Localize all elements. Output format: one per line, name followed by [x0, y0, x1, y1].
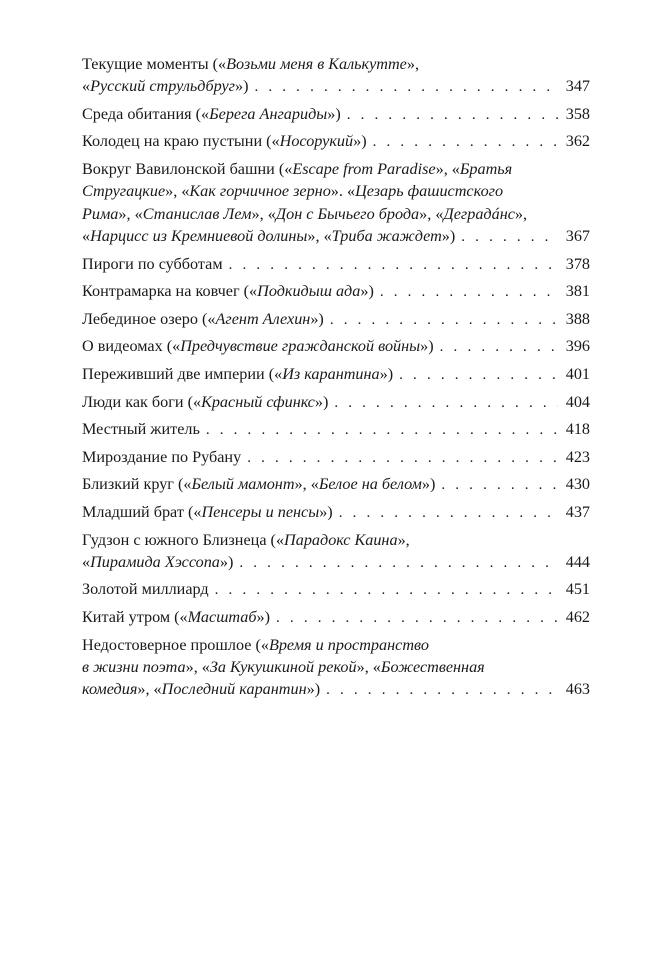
toc-entry[interactable] — [82, 501, 590, 524]
toc-text-segment: Контрамарка на ковчег (« — [82, 282, 258, 301]
toc-text-segment: », « — [185, 657, 210, 676]
toc-entry-text — [82, 335, 434, 357]
toc-entry-line — [82, 280, 590, 303]
toc-work-title: Русский струльдбруг — [90, 77, 235, 96]
toc-entry-line — [82, 363, 590, 386]
toc-page-number: 401 — [565, 364, 590, 383]
dot-leader — [276, 607, 558, 629]
toc-text-segment: ») — [353, 132, 367, 151]
toc-text-segment: ») — [314, 392, 329, 411]
toc-entry-line — [82, 308, 590, 331]
toc-entry-text — [82, 130, 367, 152]
toc-work-title: Подкидыш ада — [257, 282, 361, 301]
toc-entry-line — [82, 656, 590, 678]
toc-text-segment: ») — [327, 104, 341, 123]
toc-entry-text — [82, 551, 233, 573]
toc-page-number: 362 — [565, 132, 590, 151]
toc-entry-text — [82, 253, 223, 275]
toc-entry-line — [82, 225, 590, 248]
toc-entry-text — [82, 308, 324, 330]
toc-work-title: Стругацкие — [82, 182, 166, 201]
toc-work-title: Деградáнс — [443, 204, 515, 223]
dot-leader — [347, 104, 558, 126]
toc-text-segment: Близкий круг (« — [82, 475, 192, 494]
toc-entry[interactable] — [82, 53, 590, 99]
toc-entry[interactable] — [82, 606, 590, 629]
toc-work-title: Берега Ангариды — [209, 104, 328, 123]
toc-text-segment: Текущие моменты (« — [82, 55, 227, 73]
toc-text-segment: Китай утром (« — [82, 607, 188, 626]
toc-entry-line — [82, 203, 590, 225]
toc-work-title: Носорукий — [279, 132, 354, 151]
toc-text-segment: ») — [379, 364, 394, 383]
toc-entry[interactable] — [82, 253, 590, 276]
dot-leader — [440, 336, 558, 358]
toc-text-segment: », « — [251, 204, 276, 223]
toc-work-title: Как горчичное зерно — [189, 182, 331, 201]
toc-work-title: Божественная — [380, 657, 485, 676]
toc-entry[interactable] — [82, 578, 590, 601]
toc-text-segment: Колодец на краю пустыни (« — [82, 132, 280, 151]
toc-text-segment: Гудзон с южного Близнеца (« — [82, 530, 285, 549]
toc-work-title: Последний карантин — [161, 680, 307, 699]
toc-entry-text — [82, 391, 328, 413]
toc-work-title: Из карантина — [282, 364, 380, 383]
toc-work-title: Братья — [459, 160, 513, 179]
toc-entry-text — [82, 636, 429, 654]
toc-work-title: Escape from Paradise — [292, 160, 436, 179]
toc-text-segment: ») — [360, 282, 374, 301]
toc-text-segment: « — [82, 552, 91, 571]
toc-entry-line — [82, 578, 590, 601]
toc-work-title: Пирамида Хэссопа — [90, 552, 220, 571]
toc-entry[interactable] — [82, 446, 590, 469]
toc-text-segment: ») — [310, 309, 324, 328]
dot-leader — [326, 679, 558, 701]
toc-text-segment: », — [406, 55, 419, 73]
toc-entry[interactable] — [82, 529, 590, 575]
toc-text-segment: Местный житель — [82, 420, 200, 439]
toc-text-segment: Золотой миллиард — [82, 580, 209, 599]
toc-page-number: 430 — [565, 475, 590, 494]
dot-leader — [339, 502, 558, 524]
toc-entry[interactable] — [82, 418, 590, 441]
toc-page-number: 367 — [565, 226, 590, 245]
toc-entry-line — [82, 551, 590, 574]
toc-page-number: 463 — [565, 680, 590, 699]
dot-leader — [399, 364, 558, 386]
toc-page-number: 437 — [565, 502, 590, 521]
toc-entry-line — [82, 53, 590, 75]
toc-text-segment: Лебединое озеро (« — [82, 309, 216, 328]
toc-text-segment: « — [82, 77, 91, 96]
dot-leader — [334, 392, 557, 414]
toc-entry-line — [82, 75, 590, 98]
toc-entry-text — [82, 606, 270, 628]
toc-text-segment: Пироги по субботам — [82, 254, 223, 273]
dot-leader — [229, 254, 558, 276]
toc-page-number: 347 — [565, 77, 590, 96]
toc-page-number: 462 — [565, 607, 590, 626]
toc-text-segment: ») — [306, 680, 321, 699]
toc-text-segment: Среда обитания (« — [82, 104, 210, 123]
dot-leader — [441, 474, 557, 496]
toc-text-segment: ». « — [330, 182, 356, 201]
toc-page-number: 444 — [565, 552, 590, 571]
toc-text-segment: », « — [356, 657, 381, 676]
toc-work-title: Дон с Бычьего брода — [275, 204, 420, 223]
toc-entry-line — [82, 418, 590, 441]
toc-text-segment: », — [514, 204, 528, 223]
dot-leader — [206, 419, 558, 441]
toc-entry-text — [82, 446, 241, 468]
toc-entry-line — [82, 473, 590, 496]
toc-text-segment: Переживший две империи (« — [82, 364, 283, 383]
toc-entry-text — [82, 225, 455, 247]
toc-entry-line — [82, 253, 590, 276]
toc-entry[interactable] — [82, 158, 590, 248]
toc-text-segment: Вокруг Вавилонской башни (« — [82, 160, 293, 179]
dot-leader — [215, 579, 558, 601]
toc-text-segment: О видеомах (« — [82, 337, 181, 356]
toc-work-title: Рима — [82, 204, 119, 223]
toc-page-number: 396 — [565, 337, 590, 356]
toc-entry-text — [82, 205, 527, 223]
toc-text-segment: », « — [137, 680, 162, 699]
dot-leader — [330, 309, 558, 331]
toc-work-title: Агент Алехин — [215, 309, 311, 328]
toc-entry[interactable] — [82, 280, 590, 303]
toc-entry-text — [82, 75, 248, 97]
toc-entry-text — [82, 55, 419, 73]
toc-entry-line — [82, 678, 590, 701]
toc-text-segment: Мироздание по Рубану — [82, 447, 242, 466]
toc-work-title: Масштаб — [187, 607, 257, 626]
toc-entry[interactable] — [82, 335, 590, 358]
toc-entry-line — [82, 103, 590, 126]
toc-work-title: Белое на белом — [318, 475, 422, 494]
toc-page-number: 378 — [565, 254, 590, 273]
toc-work-title: Станислав Лем — [142, 204, 252, 223]
toc-page-number: 423 — [565, 447, 590, 466]
toc-text-segment: ») — [319, 502, 333, 521]
toc-entry-line — [82, 501, 590, 524]
toc-entry-line — [82, 634, 590, 656]
toc-page-number: 451 — [565, 580, 590, 599]
toc-work-title: Время и пространство — [268, 635, 429, 654]
toc-text-segment: Младший брат (« — [82, 502, 202, 521]
toc-text-segment: », « — [294, 475, 319, 494]
toc-entry[interactable] — [82, 308, 590, 331]
toc-text-segment: », « — [419, 204, 444, 223]
toc-text-segment: ») — [256, 607, 271, 626]
toc-text-segment: Недостоверное прошлое (« — [82, 635, 269, 654]
toc-work-title: Парадокс Каина — [284, 530, 398, 549]
toc-text-segment: ») — [421, 475, 436, 494]
toc-entry-line — [82, 158, 590, 180]
toc-entry-text — [82, 678, 320, 700]
dot-leader — [247, 447, 558, 469]
toc-page-number: 388 — [565, 309, 590, 328]
toc-entry-text — [82, 473, 435, 495]
toc-page-number: 418 — [565, 420, 590, 439]
toc-text-segment: ») — [219, 552, 234, 571]
toc-entry[interactable] — [82, 634, 590, 702]
toc-text-segment: », « — [118, 204, 143, 223]
toc-entry-text — [82, 182, 503, 200]
toc-work-title: Возьми меня в Калькутте — [226, 55, 407, 73]
toc-entry-line — [82, 180, 590, 202]
toc-page-number: 381 — [565, 282, 590, 301]
toc-entry-text — [82, 103, 341, 125]
toc-entry[interactable] — [82, 391, 590, 414]
toc-entry-text — [82, 418, 200, 440]
toc-text-segment: », « — [307, 226, 332, 245]
toc-work-title: Нарцисс из Кремниевой долины — [90, 226, 308, 245]
toc-entry-text — [82, 501, 333, 523]
toc-entry-text — [82, 280, 374, 302]
toc-entry-line — [82, 335, 590, 358]
dot-leader — [373, 131, 558, 153]
toc-text-segment: « — [82, 226, 91, 245]
toc-entry[interactable] — [82, 103, 590, 126]
toc-text-segment: », « — [435, 160, 460, 179]
dot-leader — [380, 281, 558, 303]
toc-entry-line — [82, 130, 590, 153]
toc-text-segment: ») — [441, 226, 456, 245]
toc-work-title: Триба жаждет — [331, 226, 442, 245]
toc-page-number: 404 — [565, 392, 590, 411]
toc-entry-line — [82, 529, 590, 551]
toc-work-title: Пенсеры и пенсы — [201, 502, 320, 521]
toc-work-title: Предчувствие гражданской войны — [180, 337, 421, 356]
toc-text-segment: », « — [165, 182, 190, 201]
toc-entry[interactable] — [82, 363, 590, 386]
dot-leader — [461, 226, 557, 248]
toc-work-title: Цезарь фашистского — [355, 182, 504, 201]
toc-work-title: в жизни поэта — [82, 657, 186, 676]
dot-leader — [239, 552, 557, 574]
toc-entry-text — [82, 578, 209, 600]
toc-entry-line — [82, 446, 590, 469]
toc-text-segment: ») — [234, 77, 249, 96]
toc-entry-text — [82, 658, 485, 676]
table-of-contents — [82, 53, 590, 706]
toc-entry-line — [82, 606, 590, 629]
toc-entry-text — [82, 160, 512, 178]
toc-entry[interactable] — [82, 130, 590, 153]
toc-entry-text — [82, 531, 410, 549]
dot-leader — [254, 76, 557, 98]
toc-work-title: Красный сфинкс — [201, 392, 315, 411]
toc-page-number: 358 — [565, 104, 590, 123]
toc-work-title: Белый мамонт — [191, 475, 295, 494]
toc-entry-line — [82, 391, 590, 414]
toc-work-title: За Кукушкиной рекой — [209, 657, 357, 676]
toc-work-title: комедия — [82, 680, 138, 699]
toc-entry[interactable] — [82, 473, 590, 496]
toc-text-segment: Люди как боги (« — [82, 392, 202, 411]
toc-entry-text — [82, 363, 393, 385]
toc-text-segment: », — [397, 530, 410, 549]
toc-text-segment: ») — [420, 337, 434, 356]
